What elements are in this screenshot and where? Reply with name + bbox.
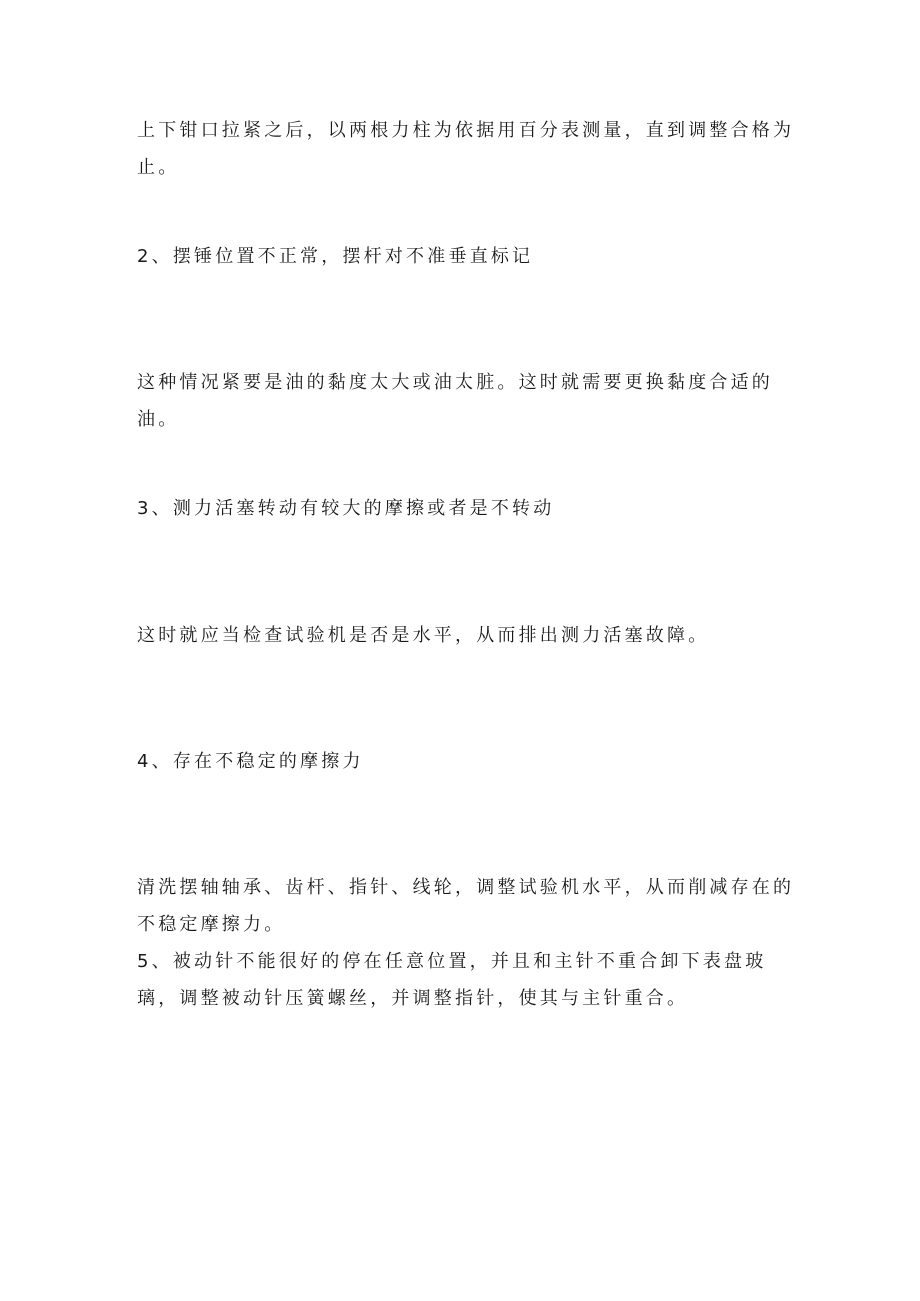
paragraph-clamp-adjustment: 上下钳口拉紧之后，以两根力柱为依据用百分表测量，直到调整合格为止。 [137, 120, 795, 178]
paragraph-clean-bearings: 清洗摆轴轴承、齿杆、指针、线轮，调整试验机水平，从而削减存在的不稳定摩擦力。 [137, 877, 795, 935]
paragraph-oil-viscosity: 这种情况紧要是油的黏度太大或油太脏。这时就需要更换黏度合适的油。 [137, 372, 773, 430]
paragraph-passive-needle: 5、被动针不能很好的停在任意位置，并且和主针不重合卸下表盘玻璃，调整被动针压簧螺丝，并调整指针，使其与主针重合。 [137, 951, 767, 1009]
paragraph-check-level: 这时就应当检查试验机是否是水平，从而排出测力活塞故障。 [137, 625, 710, 646]
heading-unstable-friction: 4、存在不稳定的摩擦力 [137, 751, 364, 772]
heading-pendulum-position: 2、摆锤位置不正常，摆杆对不准垂直标记 [137, 246, 534, 267]
heading-piston-friction: 3、测力活塞转动有较大的摩擦或者是不转动 [137, 498, 555, 519]
